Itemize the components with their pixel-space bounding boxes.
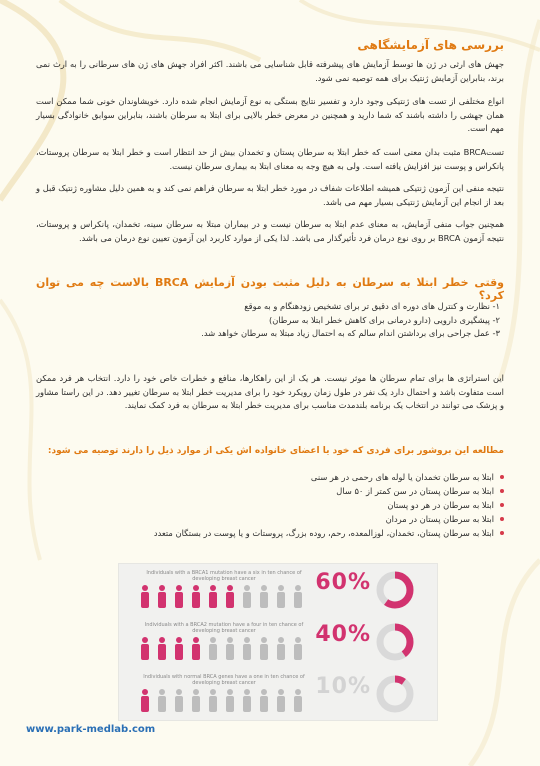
intro-paragraph-5: همچنین جواب منفی آزمایش، به معنای عدم ابتلا به سرطان نیست و در بیماران مبتلا به سرطان سینه، تخمدان، پانکراس و پروستات، نتیجه آزمون BRCA بر روی نوع درمان فرد تأثیرگذار می باشد. لذا یکی از موارد کاربرد این آزمون تعیین نوع درمان می باشد. — [36, 219, 504, 243]
people-icons — [137, 688, 317, 714]
footer-url-link[interactable]: www.park-medlab.com — [26, 724, 156, 735]
person-icon — [226, 637, 234, 660]
recommend-heading: مطالعه این بروشور برای فردی که خود یا اعضای خانواده اش یکی از موارد ذیل را دارند توصیه می شود: — [47, 446, 504, 456]
person-icon — [158, 637, 166, 660]
action-item: ۲- پیشگیری دارویی (دارو درمانی برای کاهش خطر ابتلا به سرطان) — [268, 314, 500, 325]
person-icon — [277, 585, 285, 608]
list-item: ابتلا به سرطان در هر دو پستان — [44, 498, 504, 512]
infographic-row — [119, 668, 437, 720]
person-icon — [243, 689, 251, 712]
action-list — [36, 300, 504, 341]
infographic-text: Individuals with a BRCA1 mutation have a six in ten chance of developing breast cancer — [146, 570, 302, 582]
people-icons — [137, 584, 317, 610]
question-heading: وقتی خطر ابتلا به سرطان به دلیل مثبت بودن آزمایش BRCA بالاست چه می توان کرد؟ — [36, 276, 504, 302]
person-icon — [209, 585, 217, 608]
people-icons — [137, 636, 317, 662]
person-icon — [260, 689, 268, 712]
donut-ring — [375, 674, 415, 714]
person-icon — [209, 637, 217, 660]
person-icon — [192, 585, 200, 608]
person-icon — [141, 637, 149, 660]
list-item: ابتلا به سرطان پستان، تخمدان، لوزالمعده، رحم، روده بزرگ، پروستات و یا پوست در بستگان متعدد — [44, 526, 504, 540]
person-icon — [277, 637, 285, 660]
percent-label: 40% — [315, 622, 371, 647]
person-icon — [226, 689, 234, 712]
list-item: ابتلا به سرطان پستان در مردان — [44, 512, 504, 526]
person-icon — [209, 689, 217, 712]
person-icon — [294, 585, 302, 608]
brca-risk-infographic — [118, 563, 438, 721]
person-icon — [158, 689, 166, 712]
person-icon — [175, 637, 183, 660]
donut-ring — [375, 570, 415, 610]
ring-track — [380, 679, 410, 709]
intro-paragraph-3: تستBRCA مثبت بدان معنی است که خطر ابتلا به سرطان پستان و تخمدان بیش از حد انتظار است و خطر ابتلا به سرطان پروستات، پانکراس و پوست نیز افزایش یافته است. ولی به هیچ وجه به معنای ابتلا به بیماری سرطان نیست. — [36, 147, 504, 171]
person-icon — [294, 689, 302, 712]
percent-label: 10% — [315, 674, 371, 699]
person-icon — [175, 585, 183, 608]
intro-paragraph-2: انواع مختلفی از تست های ژنتیکی وجود دارد و تفسیر نتایج بستگی به نوع آزمایش انجام شده دارد. خویشاوندان خونی شما ممکن است همان جهشی را داشته باشند که شما دارید و همچنین در معرض خطر بالایی برای ابتلا به سرطان باشند، بنابراین سوابق خانوادگی بسیار مهم است. — [36, 96, 504, 134]
person-icon — [141, 585, 149, 608]
person-icon — [192, 689, 200, 712]
person-icon — [141, 689, 149, 712]
risk-list — [44, 470, 504, 540]
person-icon — [294, 637, 302, 660]
person-icon — [243, 637, 251, 660]
infographic-row — [119, 616, 437, 668]
donut-ring — [375, 622, 415, 662]
intro-paragraph-1: جهش های ارثی در ژن ها توسط آزمایش های پیشرفته قابل شناسایی می باشند. اکثر افراد جهش های ژن های سرطانی را به ارث نمی برند، بنابراین آزمایش ژنتیک برای همه توصیه نمی شود. — [36, 59, 504, 83]
list-item: ابتلا به سرطان پستان در سن کمتر از ۵۰ سال — [44, 484, 504, 498]
person-icon — [175, 689, 183, 712]
person-icon — [158, 585, 166, 608]
person-icon — [226, 585, 234, 608]
infographic-row — [119, 564, 437, 616]
action-item: ۳- عمل جراحی برای برداشتن اندام سالم که به احتمال زیاد مبتلا به سرطان خواهد شد. — [201, 328, 500, 338]
infographic-text: Individuals with a BRCA2 mutation have a four in ten chance of developing breast cancer — [144, 622, 304, 634]
person-icon — [192, 637, 200, 660]
infographic-text: Individuals with normal BRCA genes have a one in ten chance of developing breast cancer — [143, 674, 305, 686]
action-item: ۱- نظارت و کنترل های دوره ای دقیق تر برای تشخیص زودهنگام و به موقع — [244, 301, 500, 311]
section-title: بررسی های آزمایشگاهی — [357, 38, 504, 52]
person-icon — [260, 637, 268, 660]
person-icon — [243, 585, 251, 608]
intro-paragraph-4: نتیجه منفی این آزمون ژنتیکی همیشه اطلاعات شفاف در مورد خطر ابتلا به سرطان فراهم نمی کند و به همین دلیل مشاوره ژنتیک قبل و بعد از انجام این آزمایش ژنتیکی بسیار مهم می باشد. — [36, 183, 504, 207]
list-item: ابتلا به سرطان تخمدان یا لوله های رحمی در هر سنی — [44, 470, 504, 484]
person-icon — [277, 689, 285, 712]
person-icon — [260, 585, 268, 608]
percent-label: 60% — [315, 570, 371, 595]
strategy-paragraph: این استراتژی ها برای تمام سرطان ها موثر نیست. هر یک از این راهکارها، منافع و خطرات خاص خود را دارد. انتخاب هر فرد ممکن است متفاوت باشد و احتمال دارد یک نفر در طول زمان رویکرد خود را برای مدیریت خطر ابتلا به سرطان تغییر دهد. در این راستا مشاور و پزشک می توانند در انتخاب یک برنامه بلندمدت مناسب برای مدیریت خطر ابتلا به سرطان به فرد کمک نمایند. — [36, 373, 504, 411]
